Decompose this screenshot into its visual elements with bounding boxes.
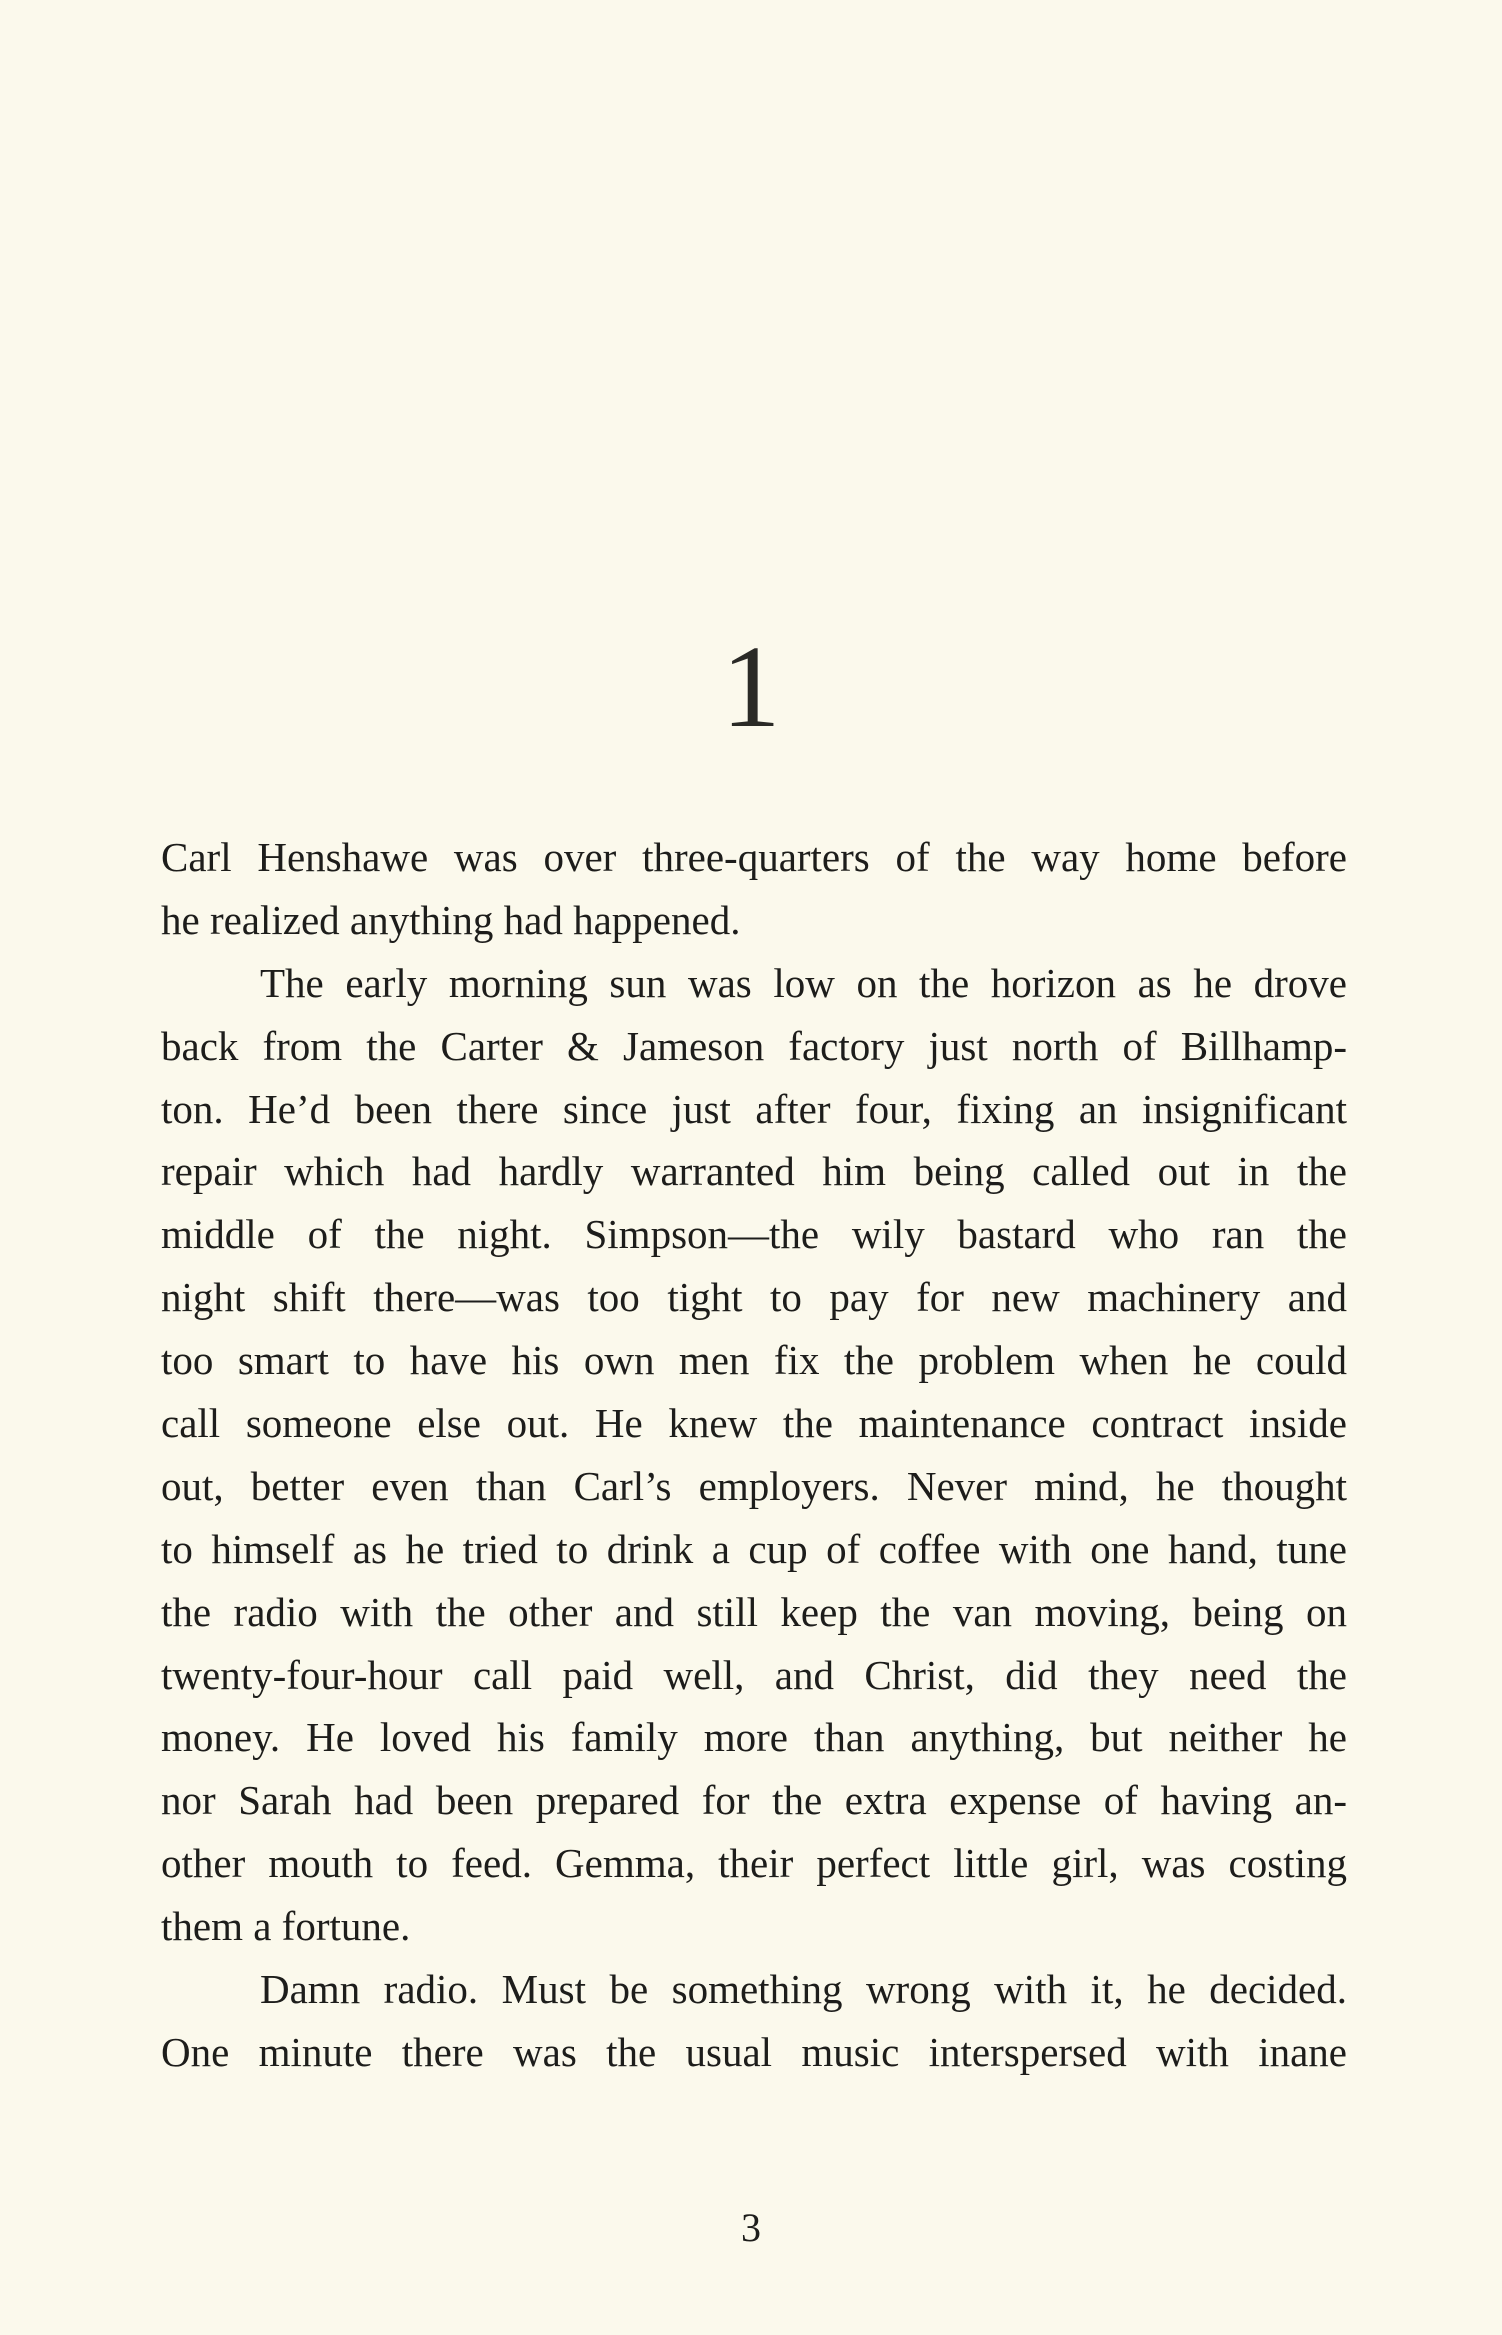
text-line: middle of the night. Simpson—the wily bastard who ran the (161, 1211, 1347, 1258)
text-line: too smart to have his own men fix the problem when he could (161, 1337, 1347, 1384)
text-line: money. He loved his family more than anything, but neither he (161, 1714, 1347, 1761)
text-line: Carl Henshawe was over three-quarters of the way home before (161, 834, 1347, 880)
chapter-body-text (161, 826, 1347, 2084)
text-line: twenty-four-hour call paid well, and Christ, did they need the (161, 1651, 1347, 1698)
text-line: call someone else out. He knew the maintenance contract inside (161, 1400, 1347, 1447)
text-line: out, better even than Carl’s employers. Never mind, he thought (161, 1462, 1347, 1509)
text-line: back from the Carter & Jameson factory just north of Billhamp- (161, 1022, 1347, 1069)
chapter-number: 1 (721, 621, 781, 752)
text-line: repair which had hardly warranted him being called out in the (161, 1148, 1347, 1195)
text-line: he realized anything had happened. (161, 896, 741, 943)
text-line: other mouth to feed. Gemma, their perfect little girl, was costing (161, 1840, 1347, 1887)
text-line: them a fortune. (161, 1903, 411, 1950)
text-line: ton. He’d been there since just after four, fixing an insignificant (161, 1085, 1347, 1132)
text-line: The early morning sun was low on the horizon as he drove (260, 959, 1347, 1006)
text-line: the radio with the other and still keep the van moving, being on (161, 1588, 1347, 1635)
text-line: nor Sarah had been prepared for the extra expense of having an- (161, 1777, 1347, 1824)
text-line: to himself as he tried to drink a cup of coffee with one hand, tune (161, 1525, 1347, 1572)
text-line: night shift there—was too tight to pay for new machinery and (161, 1274, 1347, 1321)
text-line: Damn radio. Must be something wrong with it, he decided. (260, 1966, 1347, 2013)
text-line: One minute there was the usual music interspersed with inane (161, 2028, 1347, 2075)
page-number: 3 (741, 2205, 761, 2250)
